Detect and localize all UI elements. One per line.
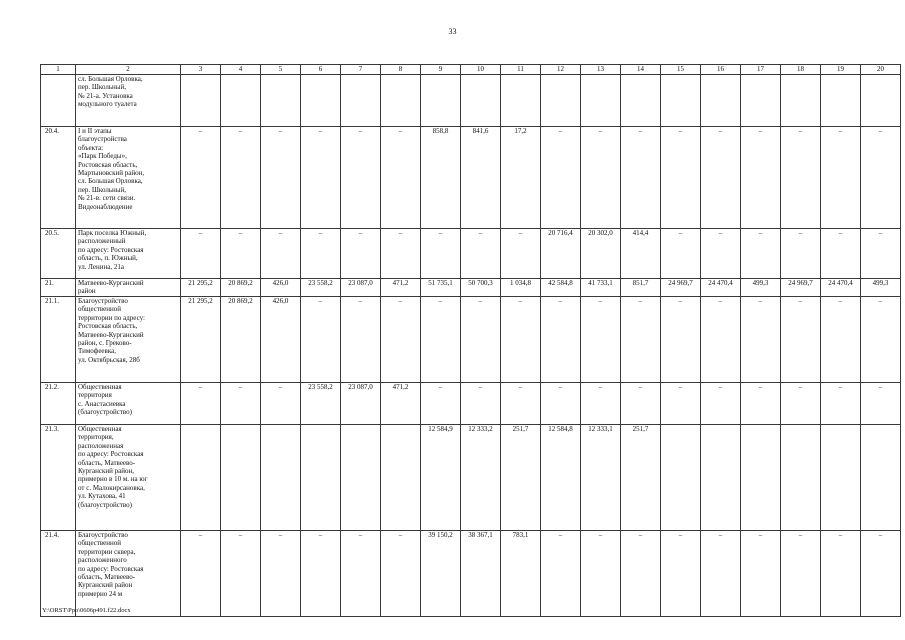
value-cell: 21 295,2 xyxy=(181,279,221,297)
table-row xyxy=(41,383,901,425)
value-cell: – xyxy=(701,127,741,229)
value-cell: 251,7 xyxy=(501,425,541,531)
value-cell: – xyxy=(581,383,621,425)
value-cell: – xyxy=(701,383,741,425)
value-cell xyxy=(661,75,701,127)
value-cell: – xyxy=(541,531,581,617)
value-cell xyxy=(621,75,661,127)
value-cell: – xyxy=(661,229,701,279)
row-number-cell: 21.3. xyxy=(41,425,76,531)
value-cell xyxy=(781,425,821,531)
value-cell: 426,0 xyxy=(261,297,301,383)
value-cell: – xyxy=(221,531,261,617)
value-cell: 20 869,2 xyxy=(221,279,261,297)
value-cell: – xyxy=(861,383,901,425)
value-cell: – xyxy=(381,127,421,229)
value-cell: 50 700,3 xyxy=(461,279,501,297)
value-cell: 426,0 xyxy=(261,279,301,297)
value-cell: – xyxy=(861,531,901,617)
value-cell xyxy=(501,75,541,127)
value-cell: – xyxy=(461,229,501,279)
value-cell xyxy=(821,75,861,127)
value-cell xyxy=(221,425,261,531)
table-row xyxy=(41,531,901,617)
row-number-cell: 21.1. xyxy=(41,297,76,383)
row-description-cell: Благоустройство общественной территории сквера, расположенного по адресу: Ростовская область, Матвеево- Курганский район примерно 24 м xyxy=(76,531,181,617)
value-cell xyxy=(741,425,781,531)
value-cell: 783,1 xyxy=(501,531,541,617)
row-description-cell: I и II этапы благоустройства объекта: «Парк Победы», Ростовская область, Мартыновский район, сл. Большая Орловка, пер. Школьный, № 21-в. сети связи. Видеонаблюдение xyxy=(76,127,181,229)
value-cell: 20 716,4 xyxy=(541,229,581,279)
column-number-cell: 13 xyxy=(581,65,621,75)
table-row xyxy=(41,279,901,297)
value-cell: – xyxy=(781,383,821,425)
footer-file-path: Y:\ORST\Ppo\0606p491.f22.docx xyxy=(42,607,131,614)
column-number-cell: 4 xyxy=(221,65,261,75)
value-cell: 251,7 xyxy=(621,425,661,531)
value-cell: 41 733,1 xyxy=(581,279,621,297)
value-cell: – xyxy=(661,297,701,383)
value-cell: – xyxy=(221,229,261,279)
row-number-cell xyxy=(41,75,76,127)
column-number-row xyxy=(41,65,901,75)
value-cell: 51 735,1 xyxy=(421,279,461,297)
value-cell xyxy=(221,75,261,127)
value-cell: 24 969,7 xyxy=(781,279,821,297)
value-cell: – xyxy=(661,531,701,617)
value-cell: – xyxy=(181,531,221,617)
column-number-cell: 17 xyxy=(741,65,781,75)
value-cell: – xyxy=(781,297,821,383)
value-cell: – xyxy=(301,297,341,383)
value-cell: – xyxy=(541,383,581,425)
value-cell xyxy=(581,75,621,127)
column-number-cell: 19 xyxy=(821,65,861,75)
column-number-cell: 15 xyxy=(661,65,701,75)
column-number-cell: 18 xyxy=(781,65,821,75)
column-number-cell: 20 xyxy=(861,65,901,75)
value-cell: 24 470,4 xyxy=(701,279,741,297)
value-cell: – xyxy=(341,531,381,617)
value-cell: 39 150,2 xyxy=(421,531,461,617)
table-row xyxy=(41,425,901,531)
value-cell xyxy=(301,425,341,531)
value-cell: – xyxy=(701,531,741,617)
value-cell: – xyxy=(821,531,861,617)
value-cell: – xyxy=(621,127,661,229)
value-cell: 42 584,8 xyxy=(541,279,581,297)
value-cell: 12 584,9 xyxy=(421,425,461,531)
value-cell: – xyxy=(621,531,661,617)
value-cell: – xyxy=(541,127,581,229)
value-cell: – xyxy=(301,127,341,229)
value-cell: 23 558,2 xyxy=(301,383,341,425)
table-row xyxy=(41,297,901,383)
row-description-cell: Благоустройство общественной территории по адресу: Ростовская область, Матвеево-Курганский район, с. Греково- Тимофеевка, ул. Октябрьская, 28б xyxy=(76,297,181,383)
value-cell: – xyxy=(541,297,581,383)
column-number-cell: 11 xyxy=(501,65,541,75)
value-cell: – xyxy=(581,531,621,617)
value-cell xyxy=(261,425,301,531)
column-number-cell: 12 xyxy=(541,65,581,75)
value-cell: – xyxy=(861,297,901,383)
value-cell: – xyxy=(821,297,861,383)
column-number-cell: 5 xyxy=(261,65,301,75)
value-cell: – xyxy=(181,127,221,229)
row-description-cell: Общественная территория, расположенная по адресу: Ростовская область, Матвеево- Курганский район, примерно в 10 м. на юг от с. Малокирсановка, ул. Кутахова, 41 (благоустройство) xyxy=(76,425,181,531)
value-cell: – xyxy=(741,531,781,617)
value-cell: – xyxy=(741,383,781,425)
value-cell: – xyxy=(461,383,501,425)
column-number-cell: 16 xyxy=(701,65,741,75)
column-number-cell: 14 xyxy=(621,65,661,75)
value-cell: 471,2 xyxy=(381,279,421,297)
value-cell: – xyxy=(621,297,661,383)
value-cell: – xyxy=(381,297,421,383)
value-cell xyxy=(661,425,701,531)
value-cell: 23 087,0 xyxy=(341,383,381,425)
value-cell: – xyxy=(301,531,341,617)
row-number-cell: 21.2. xyxy=(41,383,76,425)
value-cell xyxy=(181,75,221,127)
value-cell: – xyxy=(421,297,461,383)
value-cell xyxy=(541,75,581,127)
value-cell xyxy=(861,75,901,127)
value-cell: 12 584,8 xyxy=(541,425,581,531)
value-cell xyxy=(181,425,221,531)
budget-table xyxy=(40,64,901,617)
value-cell xyxy=(741,75,781,127)
value-cell: 1 034,8 xyxy=(501,279,541,297)
value-cell xyxy=(461,75,501,127)
value-cell: – xyxy=(501,229,541,279)
value-cell: – xyxy=(501,297,541,383)
value-cell: – xyxy=(821,229,861,279)
table-row xyxy=(41,127,901,229)
value-cell: – xyxy=(861,229,901,279)
value-cell: – xyxy=(341,297,381,383)
value-cell: 23 087,0 xyxy=(341,279,381,297)
value-cell: 23 558,2 xyxy=(301,279,341,297)
value-cell xyxy=(701,425,741,531)
value-cell: 24 969,7 xyxy=(661,279,701,297)
value-cell: – xyxy=(741,297,781,383)
column-number-cell: 2 xyxy=(76,65,181,75)
column-number-cell: 3 xyxy=(181,65,221,75)
value-cell: 21 295,2 xyxy=(181,297,221,383)
value-cell: – xyxy=(741,229,781,279)
row-number-cell: 20.5. xyxy=(41,229,76,279)
value-cell: – xyxy=(861,127,901,229)
column-number-cell: 10 xyxy=(461,65,501,75)
value-cell: – xyxy=(221,127,261,229)
row-description-cell: Матвеево-Курганский район xyxy=(76,279,181,297)
column-number-cell: 1 xyxy=(41,65,76,75)
value-cell: – xyxy=(341,229,381,279)
value-cell xyxy=(821,425,861,531)
value-cell xyxy=(381,75,421,127)
value-cell: – xyxy=(701,229,741,279)
value-cell: 12 333,1 xyxy=(581,425,621,531)
value-cell: – xyxy=(781,229,821,279)
value-cell: – xyxy=(261,383,301,425)
value-cell: – xyxy=(741,127,781,229)
value-cell: – xyxy=(621,383,661,425)
value-cell: – xyxy=(221,383,261,425)
value-cell: – xyxy=(821,383,861,425)
row-number-cell: 21.4. xyxy=(41,531,76,617)
value-cell xyxy=(701,75,741,127)
column-number-cell: 7 xyxy=(341,65,381,75)
value-cell: 12 333,2 xyxy=(461,425,501,531)
value-cell xyxy=(861,425,901,531)
value-cell: – xyxy=(661,383,701,425)
value-cell: – xyxy=(381,531,421,617)
value-cell: 20 869,2 xyxy=(221,297,261,383)
value-cell: 24 470,4 xyxy=(821,279,861,297)
value-cell: – xyxy=(821,127,861,229)
value-cell xyxy=(341,75,381,127)
value-cell: 38 367,1 xyxy=(461,531,501,617)
row-description-cell: Парк поселка Южный, расположенный по адресу: Ростовская область, п. Южный, ул. Ленина, 21а xyxy=(76,229,181,279)
value-cell: – xyxy=(781,127,821,229)
row-description-cell: сл. Большая Орловка, пер. Школьный, № 21-а. Установка модульного туалета xyxy=(76,75,181,127)
value-cell xyxy=(381,425,421,531)
value-cell: – xyxy=(181,229,221,279)
value-cell xyxy=(781,75,821,127)
value-cell: 471,2 xyxy=(381,383,421,425)
value-cell: 858,8 xyxy=(421,127,461,229)
value-cell: – xyxy=(701,297,741,383)
value-cell: – xyxy=(301,229,341,279)
value-cell: – xyxy=(181,383,221,425)
value-cell: – xyxy=(781,531,821,617)
value-cell: – xyxy=(261,127,301,229)
value-cell: – xyxy=(381,229,421,279)
value-cell: – xyxy=(581,297,621,383)
value-cell: 20 302,0 xyxy=(581,229,621,279)
value-cell: 499,3 xyxy=(861,279,901,297)
value-cell: 499,3 xyxy=(741,279,781,297)
column-number-cell: 8 xyxy=(381,65,421,75)
row-description-cell: Общественная территория с. Анастасиевка (благоустройство) xyxy=(76,383,181,425)
value-cell: 851,7 xyxy=(621,279,661,297)
value-cell: – xyxy=(421,383,461,425)
value-cell xyxy=(421,75,461,127)
value-cell: – xyxy=(461,297,501,383)
column-number-cell: 6 xyxy=(301,65,341,75)
column-number-cell: 9 xyxy=(421,65,461,75)
row-number-cell: 20.4. xyxy=(41,127,76,229)
value-cell xyxy=(301,75,341,127)
value-cell: – xyxy=(581,127,621,229)
value-cell xyxy=(261,75,301,127)
value-cell: 17,2 xyxy=(501,127,541,229)
value-cell: 414,4 xyxy=(621,229,661,279)
page-number: 33 xyxy=(448,27,457,36)
table-row xyxy=(41,229,901,279)
value-cell: – xyxy=(261,229,301,279)
value-cell: – xyxy=(661,127,701,229)
value-cell: 841,6 xyxy=(461,127,501,229)
value-cell: – xyxy=(501,383,541,425)
value-cell: – xyxy=(341,127,381,229)
row-number-cell: 21. xyxy=(41,279,76,297)
value-cell xyxy=(341,425,381,531)
value-cell: – xyxy=(261,531,301,617)
table-row xyxy=(41,75,901,127)
value-cell: – xyxy=(421,229,461,279)
